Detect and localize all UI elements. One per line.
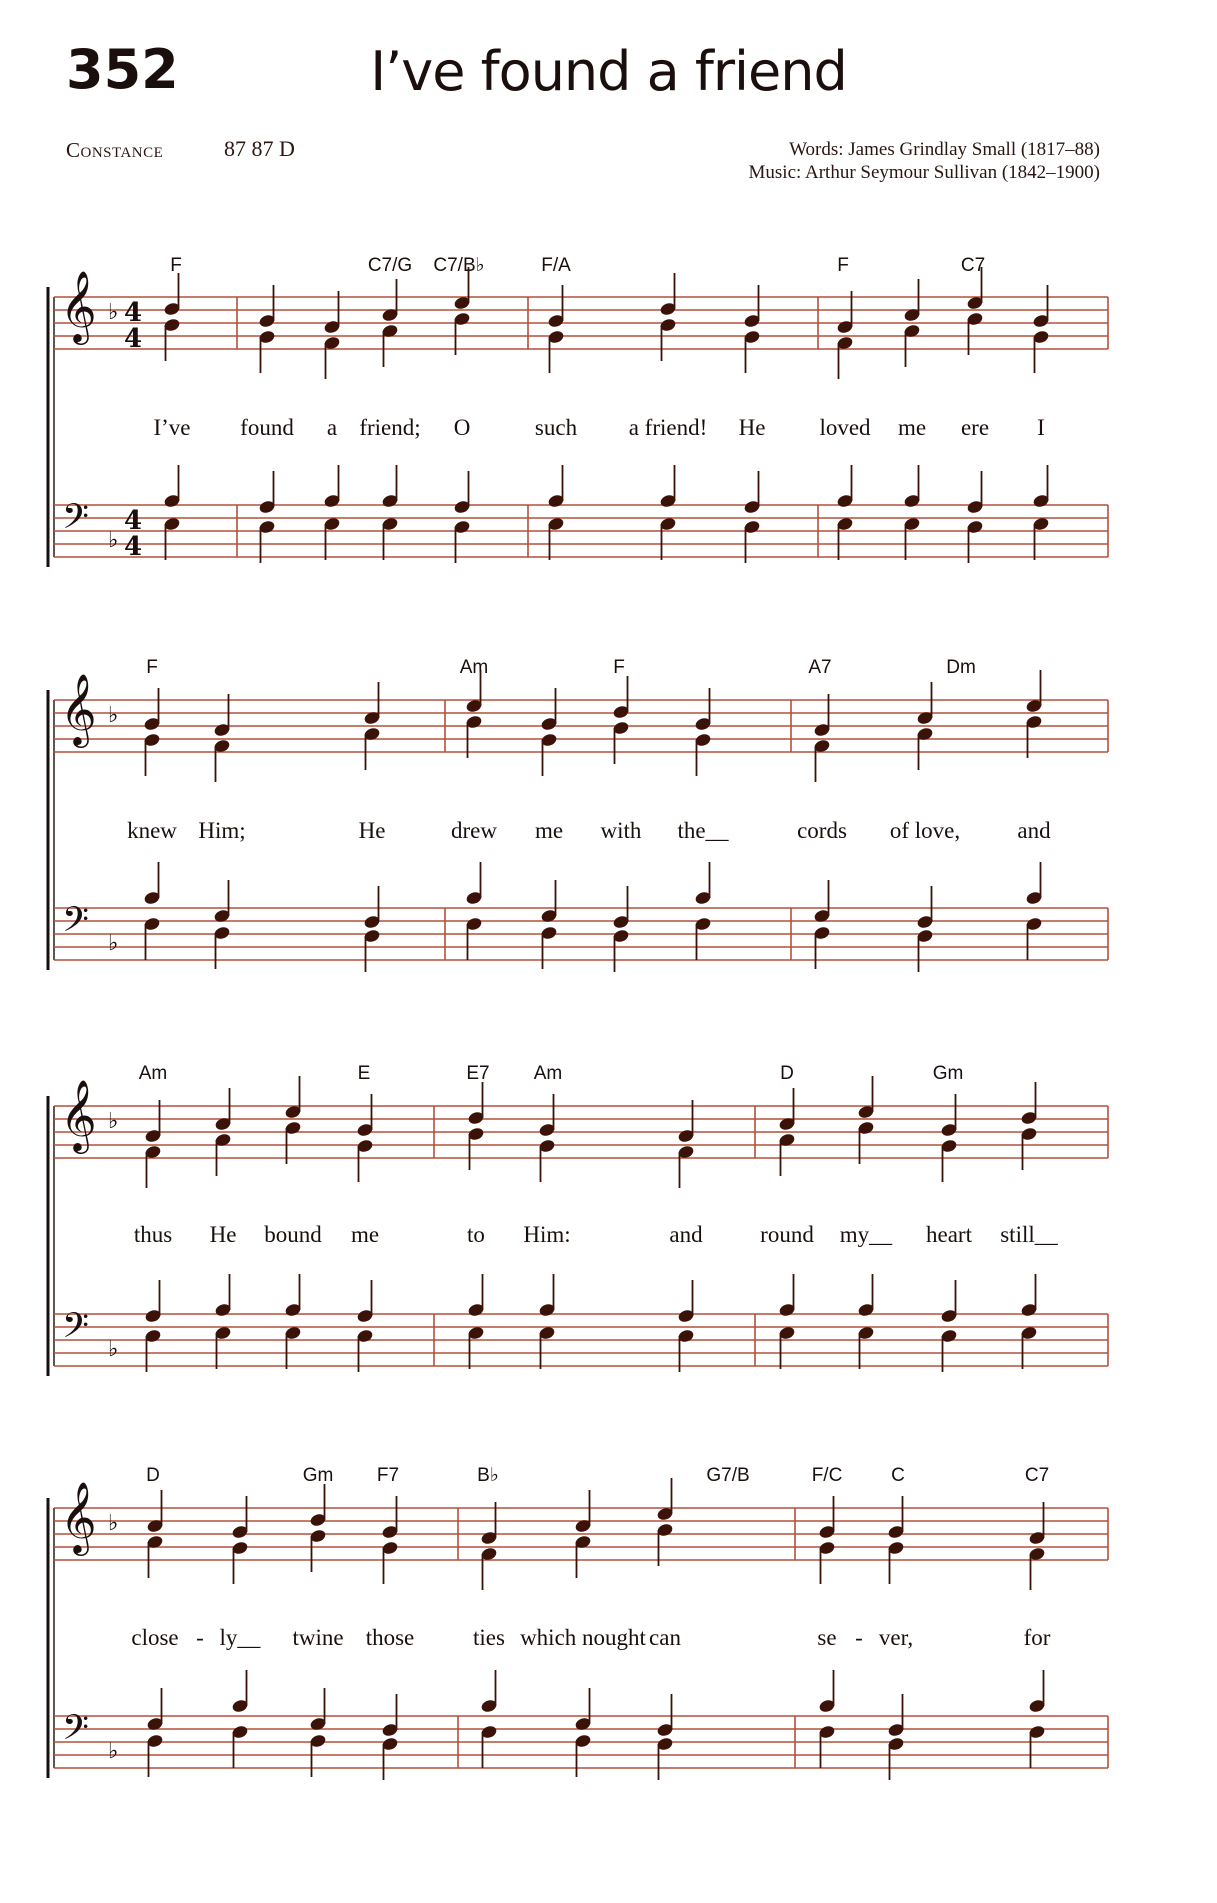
lyric-syllable: He — [738, 415, 766, 440]
treble-clef — [60, 1480, 97, 1556]
music-credit: Music: Arthur Seymour Sullivan (1842–1900) — [748, 162, 1100, 183]
lyric-syllable: with — [600, 818, 642, 843]
lyric-syllable: friend; — [359, 415, 421, 440]
key-signature-flat: ♭ — [108, 931, 119, 956]
chord-symbol: C7/G — [367, 255, 413, 276]
lyric-syllable: and — [669, 1222, 703, 1247]
lyric-syllable: close — [131, 1625, 179, 1650]
time-signature-bottom: 4 — [124, 324, 143, 354]
chord-symbol: F/C — [811, 1465, 843, 1486]
key-signature-flat: ♭ — [108, 1109, 119, 1134]
lyric-syllable: loved — [819, 415, 871, 440]
chord-symbol: A7 — [808, 657, 832, 678]
treble-clef — [60, 1078, 97, 1154]
chord-symbol: F7 — [376, 1465, 400, 1486]
lyric-syllable: me — [897, 415, 927, 440]
lyric-syllable: O — [453, 415, 471, 440]
lyric-syllable: - — [855, 1625, 863, 1650]
chord-symbol: F — [146, 657, 158, 678]
time-signature-top: 4 — [124, 298, 143, 328]
lyric-syllable: my__ — [839, 1222, 893, 1247]
lyric-syllable: of love, — [889, 818, 961, 843]
lyric-syllable: He — [358, 818, 386, 843]
treble-staff — [54, 1508, 1108, 1560]
chord-symbol: F/A — [541, 255, 571, 276]
treble-clef-glyph: 𝄞 — [60, 1480, 97, 1553]
chord-symbol: F — [170, 255, 182, 276]
lyric-syllable: a — [326, 415, 338, 440]
bass-clef-glyph: 𝄢 — [62, 1707, 90, 1756]
words-credit: Words: James Grindlay Small (1817–88) — [789, 139, 1100, 160]
lyric-syllable: found — [240, 415, 294, 440]
lyric-syllable: me — [534, 818, 564, 843]
lyric-syllable: ver, — [878, 1625, 914, 1650]
tune-name: Constance — [66, 138, 164, 162]
chord-symbol: Am — [533, 1063, 563, 1084]
time-signature-bottom: 4 — [124, 532, 143, 562]
chord-symbol: Dm — [946, 657, 976, 678]
lyric-syllable: and — [1017, 818, 1051, 843]
chord-symbol: E7 — [466, 1063, 490, 1084]
system-4 — [48, 1465, 1108, 1780]
lyric-syllable: I — [1037, 415, 1045, 440]
bass-clef-glyph: 𝄢 — [62, 899, 90, 948]
lyric-syllable: ere — [960, 415, 990, 440]
chord-symbol: Am — [459, 657, 489, 678]
bass-clef — [62, 1305, 89, 1354]
system-2 — [48, 657, 1108, 972]
lyric-syllable: knew — [127, 818, 177, 843]
key-signature-flat: ♭ — [108, 1337, 119, 1362]
meter: 87 87 D — [224, 136, 295, 161]
chord-symbol: D — [780, 1063, 794, 1084]
chord-symbol: F — [613, 657, 625, 678]
key-signature-flat: ♭ — [108, 528, 119, 553]
bass-clef — [62, 496, 89, 545]
lyric-syllable: Him; — [198, 818, 246, 843]
lyric-syllable: ties — [473, 1625, 505, 1650]
lyric-syllable: thus — [133, 1222, 173, 1247]
chord-symbol: F — [837, 255, 849, 276]
hymn-title: I’ve found a friend — [370, 40, 847, 103]
key-signature-flat: ♭ — [108, 300, 119, 325]
treble-clef — [60, 269, 97, 345]
lyric-syllable: se — [817, 1625, 837, 1650]
chord-symbol: B♭ — [477, 1465, 499, 1486]
lyric-syllable: ly__ — [219, 1625, 261, 1650]
lyric-syllable: bound — [264, 1222, 322, 1247]
chord-symbol: C7 — [960, 255, 986, 276]
chord-symbol: Gm — [932, 1063, 964, 1084]
chord-symbol: D — [146, 1465, 160, 1486]
lyric-syllable: for — [1023, 1625, 1051, 1650]
bass-clef — [62, 899, 89, 948]
key-signature-flat: ♭ — [108, 1511, 119, 1536]
lyric-syllable: round — [760, 1222, 814, 1247]
lyric-syllable: I’ve — [153, 415, 191, 440]
hymn-number: 352 — [66, 38, 179, 101]
lyric-syllable: those — [365, 1625, 415, 1650]
lyric-syllable: - — [196, 1625, 204, 1650]
key-signature-flat: ♭ — [108, 1739, 119, 1764]
treble-clef-glyph: 𝄞 — [60, 1078, 97, 1151]
key-signature-flat: ♭ — [108, 703, 119, 728]
bass-clef-glyph: 𝄢 — [62, 1305, 90, 1354]
time-signature — [124, 298, 142, 354]
bass-clef-glyph: 𝄢 — [62, 496, 90, 545]
lyric-syllable: cords — [797, 818, 847, 843]
lyric-syllable: me — [350, 1222, 380, 1247]
lyric-syllable: He — [209, 1222, 237, 1247]
chord-symbol: Gm — [302, 1465, 334, 1486]
lyric-syllable: heart — [926, 1222, 972, 1247]
time-signature — [124, 506, 142, 562]
lyric-syllable: to — [467, 1222, 485, 1247]
lyric-syllable: still__ — [1000, 1222, 1058, 1247]
lyric-syllable: Him: — [523, 1222, 571, 1247]
treble-clef — [60, 672, 97, 748]
lyric-syllable: a friend! — [628, 415, 708, 440]
system-3 — [48, 1063, 1108, 1376]
lyric-syllable: drew — [451, 818, 497, 843]
treble-clef-glyph: 𝄞 — [60, 269, 97, 342]
system-1 — [48, 255, 1108, 567]
lyric-syllable: the__ — [677, 818, 729, 843]
chord-symbol: Am — [138, 1063, 168, 1084]
time-signature-top: 4 — [124, 506, 143, 536]
treble-staff — [54, 700, 1108, 752]
chord-symbol: C7 — [1024, 1465, 1050, 1486]
treble-clef-glyph: 𝄞 — [60, 672, 97, 745]
treble-staff — [54, 297, 1108, 349]
lyric-syllable: which nought — [520, 1625, 646, 1650]
chord-symbol: E — [357, 1063, 371, 1084]
chord-symbol: G7/B — [706, 1465, 750, 1486]
bass-staff — [54, 505, 1108, 557]
bass-clef — [62, 1707, 89, 1756]
lyric-syllable: can — [649, 1625, 681, 1650]
lyric-syllable: twine — [292, 1625, 344, 1650]
chord-symbol: C — [891, 1465, 905, 1486]
bass-staff — [54, 908, 1108, 960]
lyric-syllable: such — [534, 415, 578, 440]
chord-symbol: C7/B♭ — [433, 255, 485, 276]
